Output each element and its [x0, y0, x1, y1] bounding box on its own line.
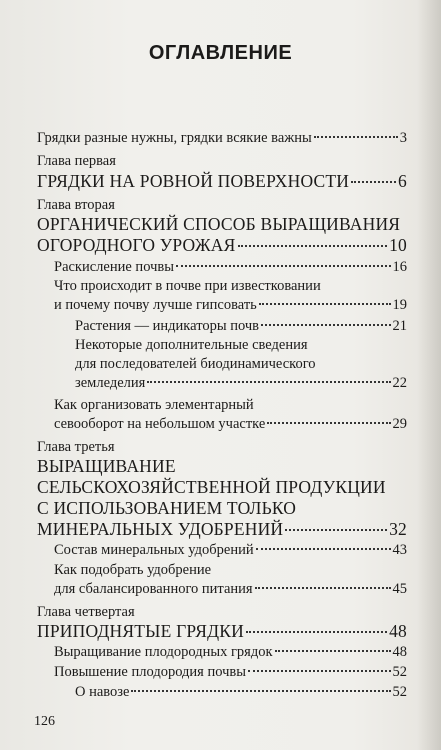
- toc-page-number: 48: [389, 621, 407, 641]
- leader-dots: [238, 244, 388, 247]
- toc-entry-text: Выращивание плодородных грядок: [54, 644, 273, 660]
- chapter-label-4: Глава четвертая: [37, 604, 135, 620]
- toc-entry-3-2-line1: Как подобрать удобрение: [54, 562, 212, 578]
- leader-dots: [248, 669, 391, 672]
- toc-entry-2-2-b[interactable]: [75, 374, 407, 392]
- leader-dots: [314, 135, 398, 138]
- toc-entry-4-2-a[interactable]: [75, 683, 407, 701]
- leader-dots: [261, 323, 391, 326]
- toc-entry-text: Раскисление почвы: [54, 259, 174, 275]
- chapter-title-3-line3: С ИСПОЛЬЗОВАНИЕМ ТОЛЬКО: [37, 498, 297, 518]
- toc-entry-intro[interactable]: [37, 129, 407, 147]
- chapter-label-3: Глава третья: [37, 439, 115, 455]
- leader-dots: [147, 380, 390, 383]
- leader-dots: [275, 649, 391, 652]
- toc-entry-2-2[interactable]: [54, 296, 407, 314]
- toc-page-number: 43: [392, 542, 407, 558]
- toc-entry-text: Повышение плодородия почвы: [54, 664, 246, 680]
- toc-page-number: 32: [389, 519, 407, 539]
- toc-page-number: 45: [392, 581, 407, 597]
- page-number: 126: [34, 714, 55, 729]
- toc-entry-4-1[interactable]: [54, 643, 407, 661]
- toc-entry-text: ОГОРОДНОГО УРОЖАЯ: [37, 235, 236, 255]
- toc-entry-text: земледелия: [75, 375, 146, 391]
- chapter-title-2-line1: ОРГАНИЧЕСКИЙ СПОСОБ ВЫРАЩИВАНИЯ: [37, 214, 401, 234]
- toc-page-number: 16: [392, 259, 407, 275]
- chapter-title-3-line1: ВЫРАЩИВАНИЕ: [37, 456, 176, 476]
- page-title: ОГЛАВЛЕНИЕ: [148, 42, 293, 64]
- toc-entry-text: Растения — индикаторы почв: [75, 318, 259, 334]
- toc-page-number: 48: [392, 644, 407, 660]
- toc-entry-text: Грядки разные нужны, грядки всякие важны: [37, 130, 312, 146]
- leader-dots: [285, 528, 387, 531]
- toc-entry-text: Состав минеральных удобрений: [54, 542, 254, 558]
- toc-entry-2-3-line1: Как организовать элементарный: [54, 397, 254, 413]
- toc-entry-2-2-a[interactable]: [75, 317, 407, 335]
- toc-page-number: 52: [392, 684, 407, 700]
- toc-entry-2-2-b-line1: Некоторые дополнительные сведения: [75, 337, 308, 353]
- toc-entry-3-2[interactable]: [54, 580, 407, 598]
- toc-entry-4-2[interactable]: [54, 663, 407, 681]
- toc-entry-2-1[interactable]: [54, 258, 407, 276]
- toc-entry-chapter-1[interactable]: [37, 171, 407, 192]
- leader-dots: [176, 264, 391, 267]
- toc-page-number: 22: [392, 375, 407, 391]
- toc-entry-text: ГРЯДКИ НА РОВНОЙ ПОВЕРХНОСТИ: [37, 171, 350, 191]
- toc-page-number: 3: [399, 130, 407, 146]
- chapter-label-1: Глава первая: [37, 153, 116, 169]
- chapter-label-2: Глава вторая: [37, 197, 115, 213]
- toc-entry-chapter-3[interactable]: [37, 519, 407, 540]
- toc-entry-2-2-line1: Что происходит в почве при известковании: [54, 278, 321, 294]
- toc-entry-chapter-2[interactable]: [37, 235, 407, 256]
- leader-dots: [246, 630, 387, 633]
- leader-dots: [255, 586, 391, 589]
- leader-dots: [267, 421, 390, 424]
- leader-dots: [259, 302, 391, 305]
- toc-entry-text: О навозе: [75, 684, 130, 700]
- toc-page-number: 21: [392, 318, 407, 334]
- leader-dots: [256, 547, 391, 550]
- toc-page-number: 19: [392, 297, 407, 313]
- toc-entry-2-3[interactable]: [54, 415, 407, 433]
- toc-entry-text: ПРИПОДНЯТЫЕ ГРЯДКИ: [37, 621, 244, 641]
- toc-page-number: 6: [398, 171, 407, 191]
- toc-page-number: 29: [392, 416, 407, 432]
- toc-entry-text: МИНЕРАЛЬНЫХ УДОБРЕНИЙ: [37, 519, 284, 539]
- toc-page-number: 10: [389, 235, 407, 255]
- toc-entry-3-1[interactable]: [54, 541, 407, 559]
- toc-entry-2-2-b-line2: для последователей биодинамического: [75, 356, 316, 372]
- toc-entry-chapter-4[interactable]: [37, 621, 407, 642]
- leader-dots: [131, 689, 390, 692]
- leader-dots: [351, 180, 396, 183]
- toc-entry-text: и почему почву лучше гипсовать: [54, 297, 257, 313]
- toc-page-number: 52: [392, 664, 407, 680]
- toc-entry-text: севооборот на небольшом участке: [54, 416, 266, 432]
- chapter-title-3-line2: СЕЛЬСКОХОЗЯЙСТВЕННОЙ ПРОДУКЦИИ: [37, 477, 386, 497]
- toc-entry-text: для сбалансированного питания: [54, 581, 253, 597]
